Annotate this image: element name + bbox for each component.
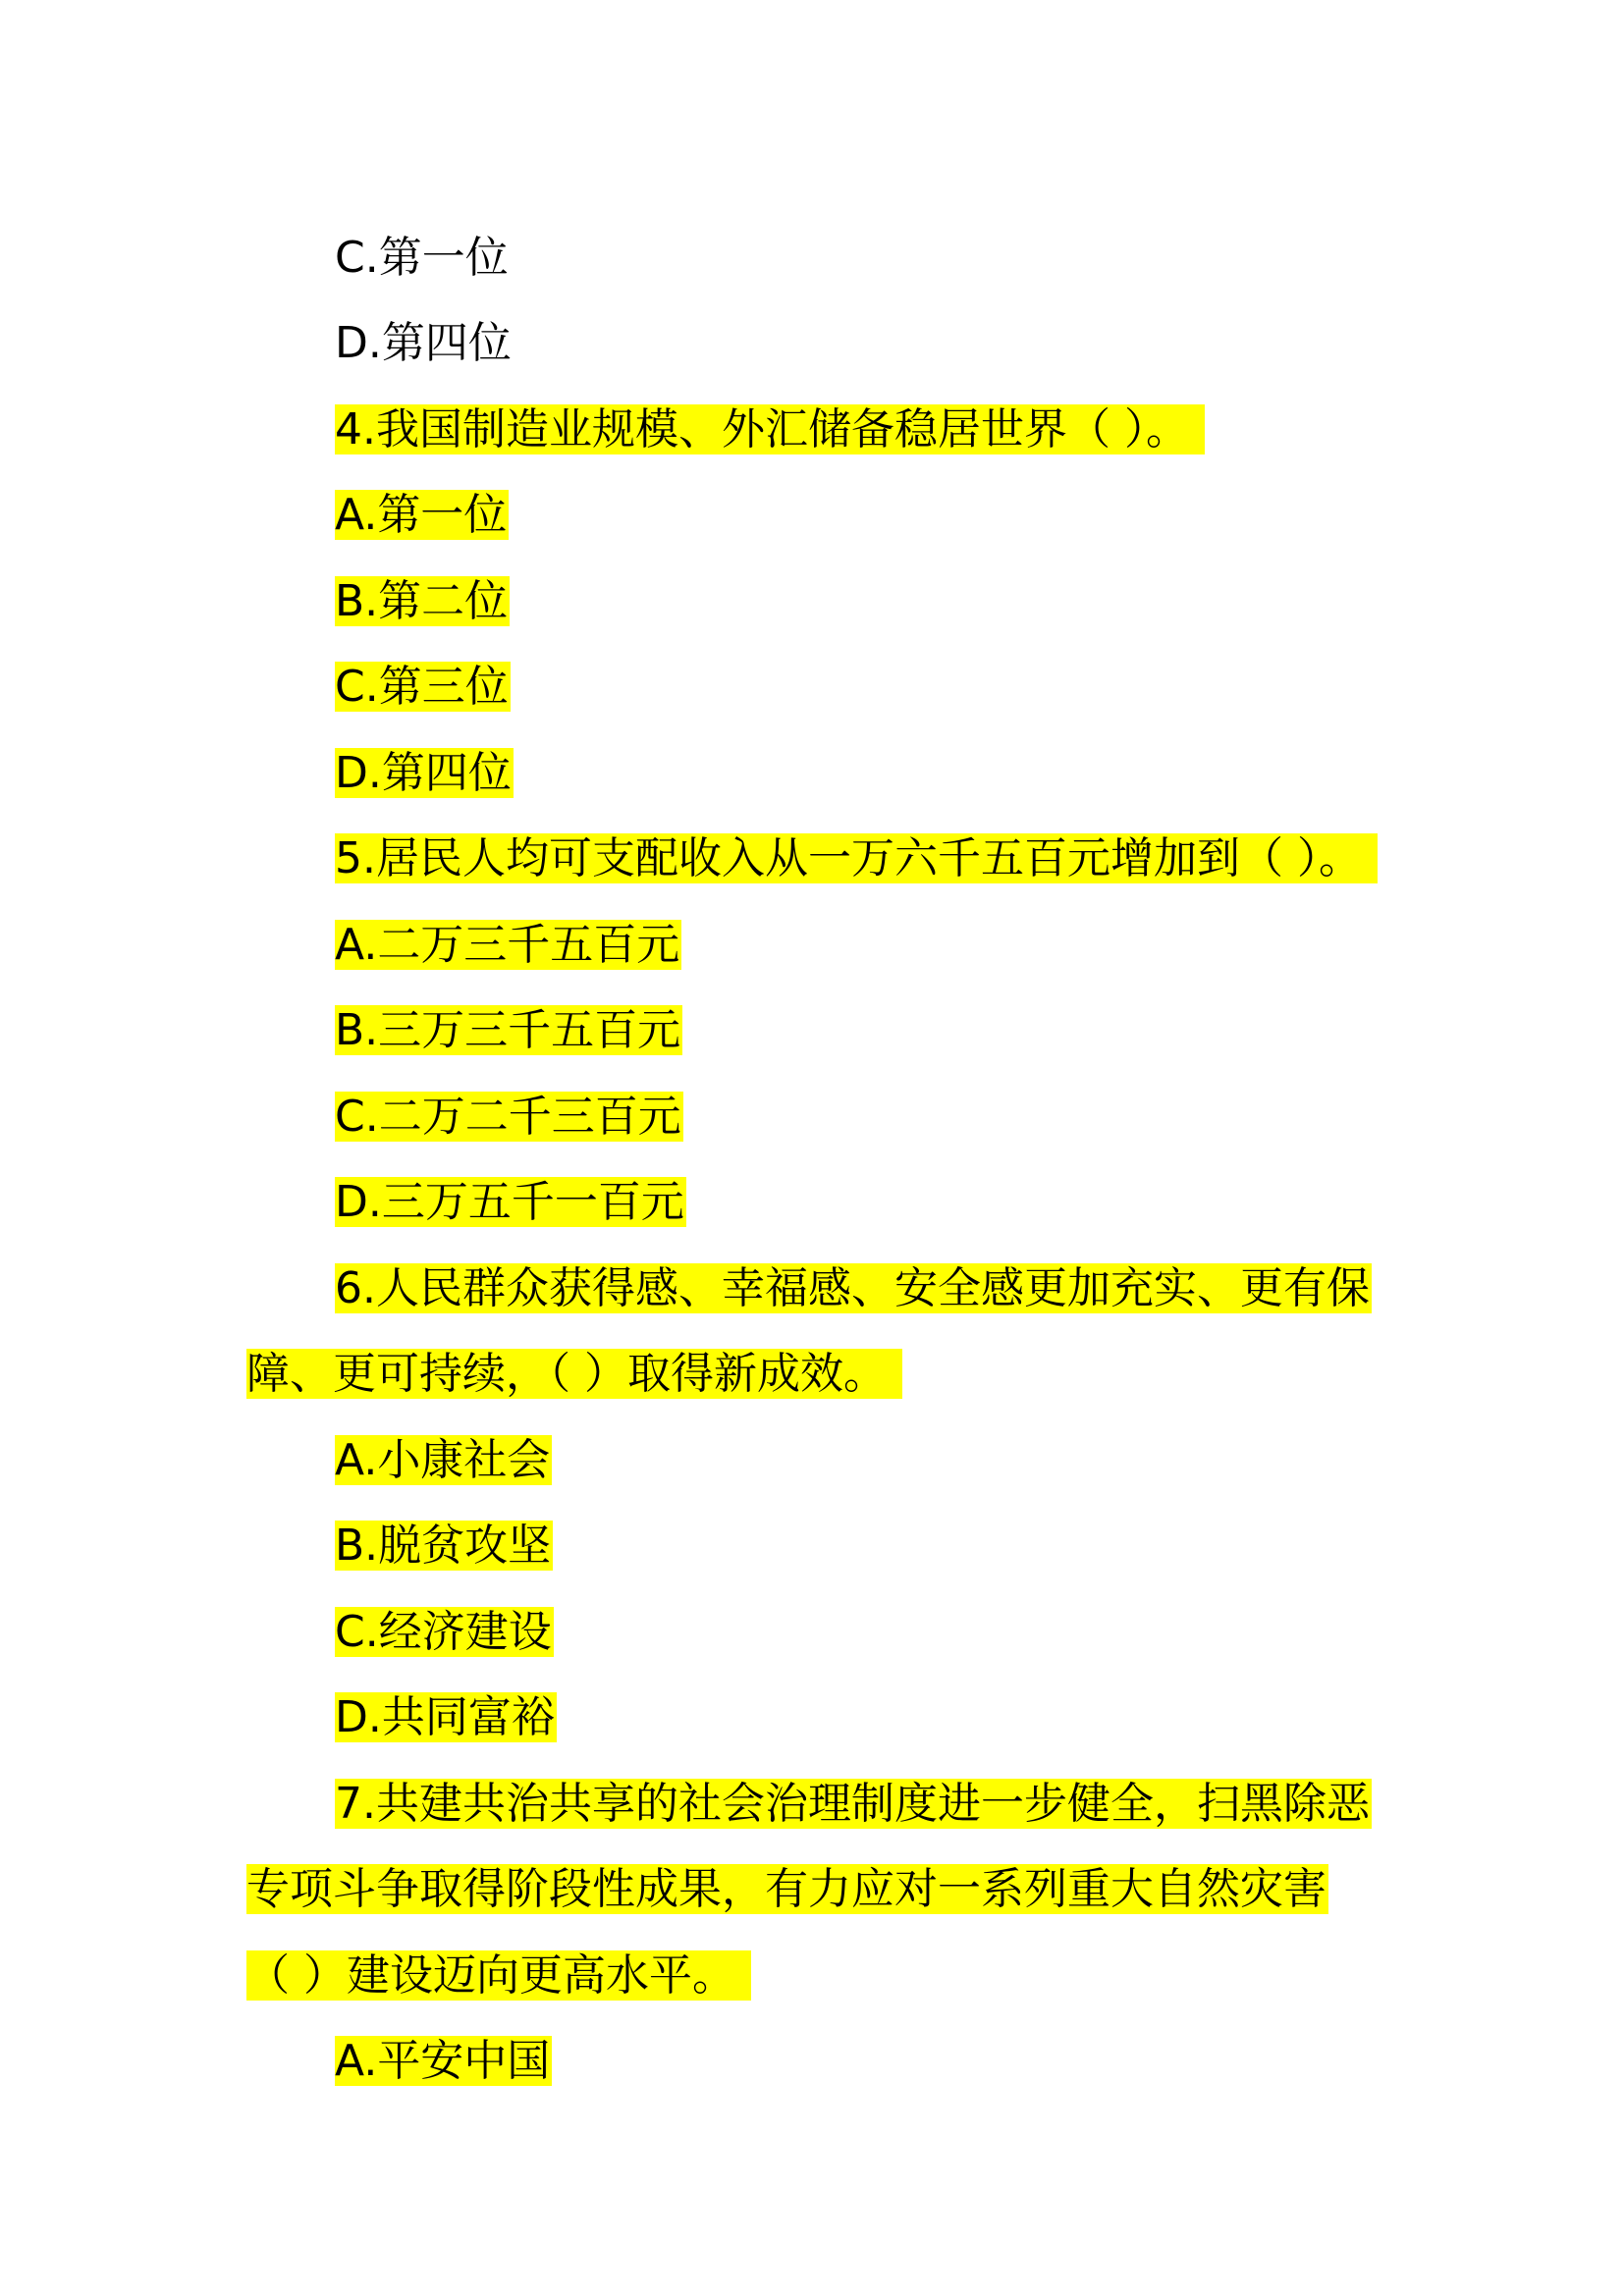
option-c-prev (335, 229, 509, 288)
option-text: B.脱贫攻坚 (335, 1521, 552, 1571)
option-text: A.二万三千五百元 (335, 920, 680, 970)
question-7-line-2 (246, 1860, 1328, 1919)
question-text: （ ）建设迈向更高水平。 (246, 1950, 751, 2001)
question-6-line-1 (335, 1259, 1372, 1318)
option-text: D.共同富裕 (335, 1692, 555, 1742)
question-text: 专项斗争取得阶段性成果，有力应对一系列重大自然灾害 (246, 1864, 1326, 1914)
q5-option-d (335, 1173, 686, 1232)
question-text: 7.共建共治共享的社会治理制度进一步健全，扫黑除恶 (335, 1779, 1370, 1829)
q6-option-d (335, 1688, 557, 1747)
option-text: C.二万二千三百元 (335, 1092, 681, 1142)
question-text: 6.人民群众获得感、幸福感、安全感更加充实、更有保 (335, 1263, 1370, 1313)
q5-option-a (335, 916, 681, 975)
question-text: 5.居民人均可支配收入从一万六千五百元增加到（ ）。 (335, 833, 1378, 883)
option-text: C.第三位 (335, 662, 509, 712)
question-5 (335, 829, 1378, 888)
option-text: B.第二位 (335, 576, 509, 626)
option-text: A.平安中国 (335, 2036, 551, 2086)
option-text: A.小康社会 (335, 1435, 551, 1485)
q6-option-b (335, 1517, 553, 1575)
q4-option-a (335, 486, 509, 545)
q6-option-c (335, 1603, 554, 1662)
q5-option-b (335, 1001, 682, 1060)
question-6-line-2 (246, 1345, 902, 1404)
q6-option-a (335, 1431, 552, 1490)
option-text: B.三万三千五百元 (335, 1005, 681, 1055)
option-text: A.第一位 (335, 490, 508, 540)
option-text: D.第四位 (335, 748, 512, 798)
question-4 (335, 400, 1205, 459)
q4-option-b (335, 572, 510, 631)
q5-option-c (335, 1088, 683, 1147)
q4-option-c (335, 658, 511, 717)
q7-option-a (335, 2032, 552, 2091)
question-text: 4.我国制造业规模、外汇储备稳居世界（ ）。 (335, 404, 1205, 454)
option-text: C.经济建设 (335, 1607, 552, 1657)
question-7-line-1 (335, 1775, 1372, 1834)
option-text: D.三万五千一百元 (335, 1177, 684, 1227)
option-d-prev (335, 314, 512, 373)
option-text: D.第四位 (335, 318, 512, 368)
question-7-line-3 (246, 1947, 751, 2005)
option-text: C.第一位 (335, 233, 509, 283)
q4-option-d (335, 744, 514, 803)
question-text: 障、更可持续，（ ）取得新成效。 (246, 1349, 902, 1399)
